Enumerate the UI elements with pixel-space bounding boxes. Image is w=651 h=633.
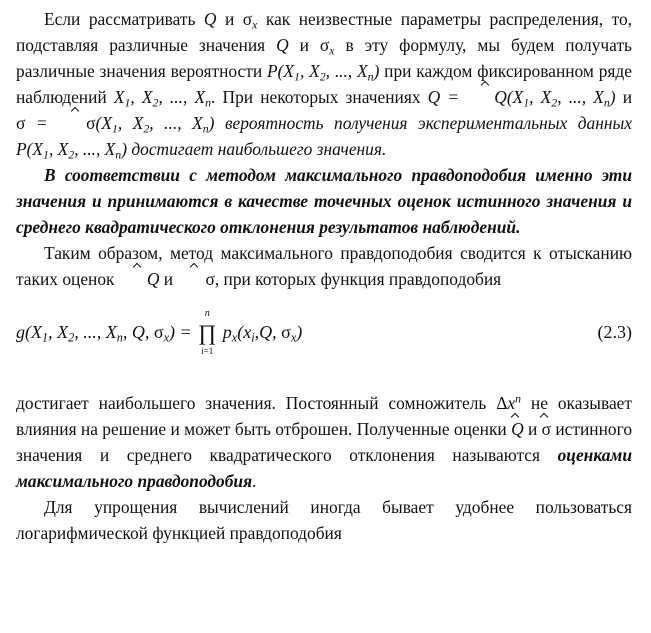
p4-text-2: не оказывает влияния на решение и может быть отброшен. Полученные оценки	[16, 393, 632, 439]
symbol-Q-2: Q	[276, 35, 289, 55]
probability-expression-2: $P(X_1$, $X_2$, ..., $X_n$)	[16, 139, 127, 162]
p3-text-1: Таким образом, метод максимального правдоподобия сводится к отысканию таких оценок	[16, 243, 632, 289]
p1-text-6: при каждом фиксированном ряде наблюдений	[16, 61, 632, 107]
product-upper-limit: n	[204, 308, 210, 319]
p1-text-9: вероятность получения экспериментальных данных	[214, 113, 632, 133]
p1-text-8: и	[615, 87, 633, 107]
p1-text-5: в эту формулу, мы будем получать различные значения вероятности	[16, 35, 632, 81]
Q-estimate-expression: $Q = Q(X_1$, $X_2$, ..., $X_n$)	[427, 87, 616, 110]
p3-text-2: и	[159, 269, 178, 289]
sigma-hat-symbol-2: σ	[541, 419, 552, 439]
symbol-sigma-x-2: $\sigma_x$	[319, 35, 335, 58]
p1-text-1: Если рассматривать	[44, 9, 204, 29]
p4-text-4: истинного значения и среднего квадратического отклонения называются	[16, 419, 633, 465]
paragraph-3	[16, 240, 632, 292]
p1-text-3: как неизвестные параметры распределения, то, подставляя различные значения	[16, 9, 632, 55]
p4-text-6: .	[252, 471, 257, 491]
paragraph-1	[16, 6, 632, 162]
equation-number: (2.3)	[597, 322, 632, 342]
document-page	[16, 6, 632, 546]
product-operator: ∏ n i=1	[198, 308, 217, 356]
Q-hat-symbol: Q	[119, 269, 160, 289]
paragraph-2-definition: В соответствии с методом максимального правдоподобия именно эти значения и принимаются в качестве точечных оценок истинного значения и среднего квадратического отклонения результатов наблюдений.	[16, 165, 632, 237]
p1-text-2: и	[216, 9, 243, 29]
equation-2-3	[16, 298, 632, 390]
p1-text-7: . При некоторых значениях	[211, 87, 428, 107]
paragraph-5: Для упрощения вычислений иногда бывает удобнее пользоваться логарифмической функцией правдоподобия	[16, 497, 632, 543]
p4-text-1: достигает наибольшего значения. Постоянный сомножитель	[16, 393, 497, 413]
sigma-estimate-expression: $\sigma = \sigma(X_1$, $X_2$, ..., $X_n$)	[16, 113, 215, 136]
sigma-hat-symbol: σ	[177, 269, 214, 289]
product-lower-limit: i=1	[201, 346, 214, 356]
Q-hat-symbol-2: Q	[511, 419, 524, 439]
formula-lhs: $g(X_1$, $X_2$, ..., $X_n$, Q, $\sigma_x$) =	[16, 322, 192, 345]
p3-text-3: , при которых функция правдоподобия	[214, 269, 502, 289]
paragraph-4	[16, 390, 632, 494]
symbol-Q: Q	[203, 9, 217, 29]
formula-rhs: $p_x(x_i,Q$, $\sigma_x$)	[222, 322, 303, 345]
observation-series: $X_1$, $X_2$, ..., $X_n$	[113, 87, 212, 110]
probability-expression: $P(X_1$, $X_2$, ..., $X_n$)	[266, 61, 380, 84]
symbol-sigma-x: $\sigma_x$	[242, 9, 258, 32]
p1-text-4: и	[288, 35, 320, 55]
delta-x-power-n: $\Delta x^n$	[496, 391, 522, 413]
p1-text-10: достигает наибольшего значения.	[127, 139, 387, 159]
p4-text-3: и	[523, 419, 542, 439]
term-ml-estimates: оценками максимального правдоподобия	[16, 445, 632, 491]
likelihood-formula	[16, 308, 303, 356]
